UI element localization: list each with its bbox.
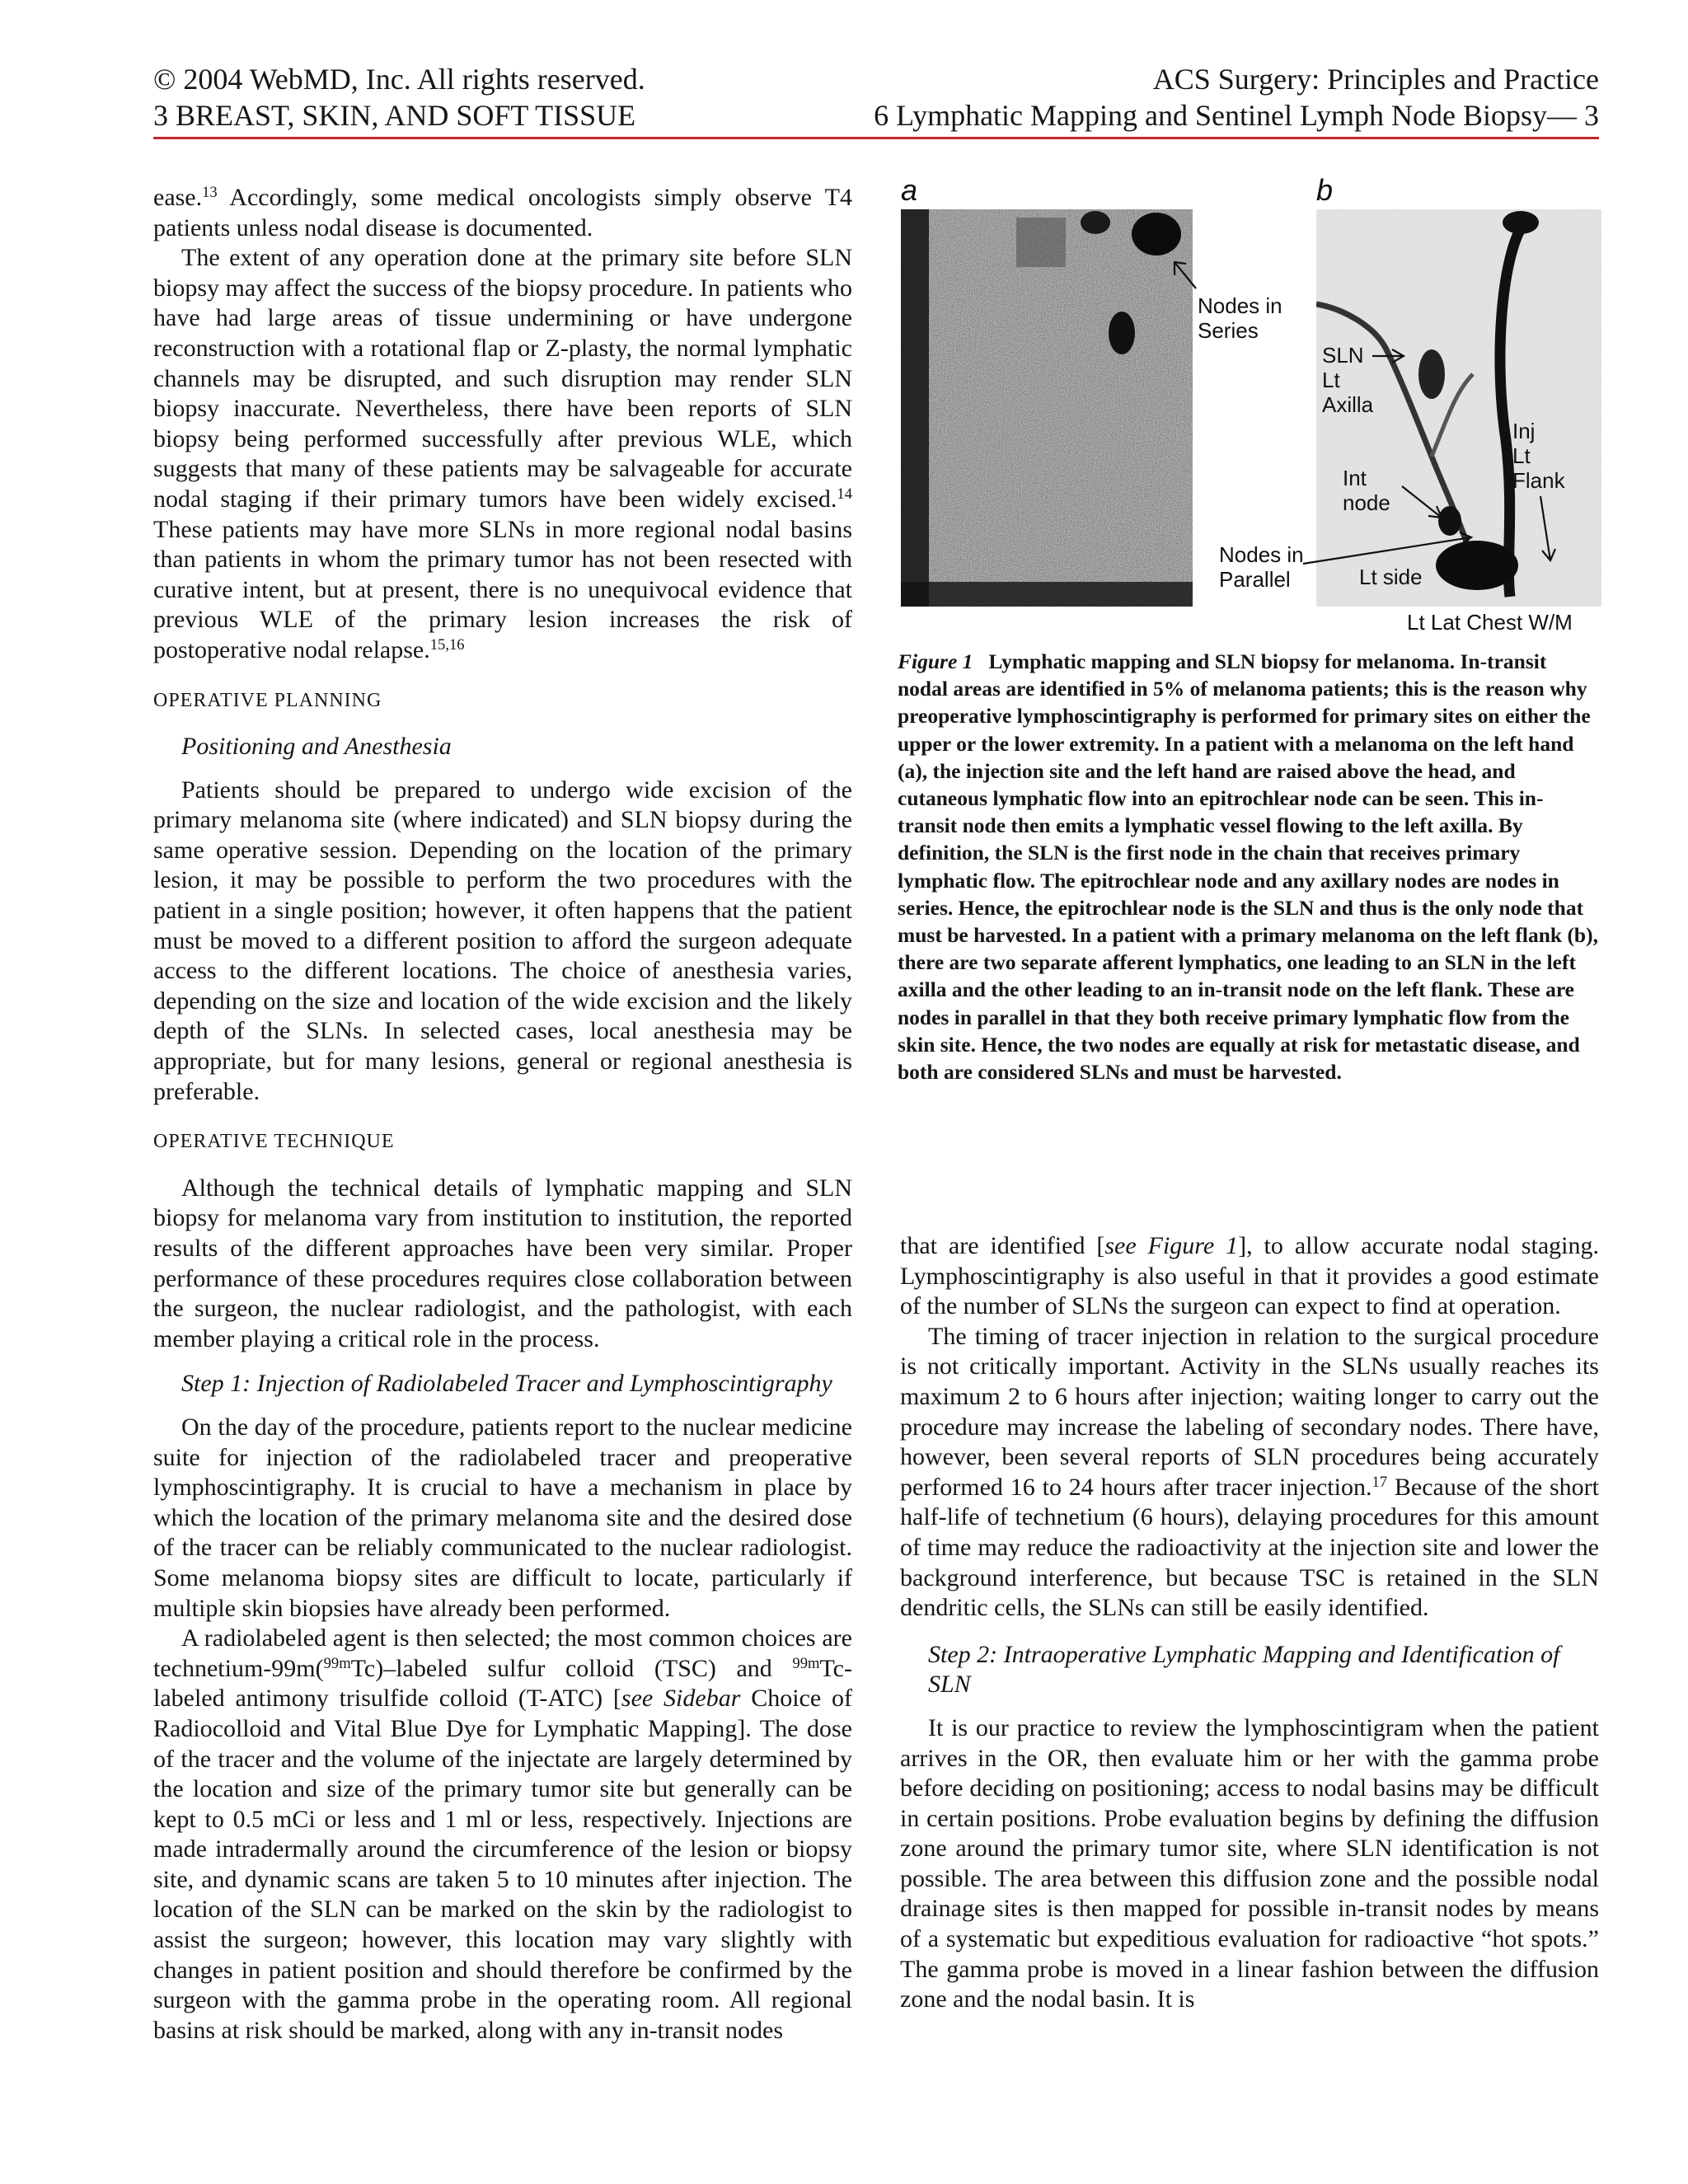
ref-15-16: 15,16 xyxy=(429,635,465,654)
annotation-lt-side: Lt side xyxy=(1359,565,1423,589)
p1-b: Accordingly, some medical oncologists simply observe T4 patients unless nodal disease is documented. xyxy=(153,184,852,241)
subheading-step-1: Step 1: Injection of Radiolabeled Tracer and Lymphoscintigraphy xyxy=(181,1370,832,1398)
p2-a: The extent of any operation done at the primary site before SLN biopsy may affect the success of the biopsy procedure. In patients who have had large areas of tissue undermining or have undergone reconstruction with a rotational flap or Z-plasty, the normal lymphatic channels may be disrupted, and such disruption may render SLN biopsy inaccurate. Nevertheless, there have been reports of SLN biopsy being performed successfully after previous WLE, which suggests that many of these patients may be salvageable for accurate nodal staging if their primary tumors have been widely excised. xyxy=(153,244,852,513)
header-rule xyxy=(153,137,1599,139)
sup-99m-a: 99m xyxy=(323,1654,351,1672)
figure-1 xyxy=(898,173,1606,643)
header-right xyxy=(874,61,1599,134)
section-line: 3 BREAST, SKIN, AND SOFT TISSUE xyxy=(153,99,636,132)
left-paragraph-1 xyxy=(153,183,852,243)
inj-line-1: Inj xyxy=(1512,419,1536,443)
int-line-1: Int xyxy=(1343,466,1367,490)
figure-label-b: b xyxy=(1316,173,1334,207)
p2-b: These patients may have more SLNs in more regional nodal basins than patients in whom the primary tumor has not been resected with curative intent, but at present, there is no unequivocal evidence that previous WLE of the primary lesion increases the risk of postoperative nodal relapse. xyxy=(153,515,852,663)
right-paragraph-3: It is our practice to review the lymphoscintigram when the patient arrives in the OR, then evaluate him or her with the gamma probe before deciding on positioning; access to nodal basins may be difficult in certain positions. Probe evaluation begins by defining the diffusion zone around the primary tumor site, where SLN identification is not possible. The area between this diffusion zone and the possible nodal drainage sites is then mapped for possible in-transit nodes by means of a systematic but expeditious evaluation for radioactive “hot spots.” The gamma probe is moved in a linear fashion between the diffusion zone and the nodal basin. It is xyxy=(900,1713,1599,2013)
subheading-positioning: Positioning and Anesthesia xyxy=(181,733,452,761)
ref-17: 17 xyxy=(1372,1473,1388,1491)
inj-line-3: Flank xyxy=(1512,468,1565,493)
arrow-int-node xyxy=(1402,486,1442,518)
sln-line-3: Axilla xyxy=(1322,392,1374,417)
right-paragraph-1: that are identified [see Figure 1], to allow accurate nodal staging. Lymphoscintigraphy is also useful in that it provides a good estimate of the number of SLNs the surgeon can expect to find at operation. xyxy=(900,1232,1599,1320)
ref-14: 14 xyxy=(837,485,852,503)
left-column xyxy=(153,183,852,2046)
heading-operative-planning: OPERATIVE PLANNING xyxy=(153,689,382,711)
arrow-nodes-parallel xyxy=(1303,537,1471,564)
nodes-parallel-line-2: Parallel xyxy=(1219,567,1291,592)
left-paragraph-6: A radiolabeled agent is then selected; the most common choices are technetium-99m($^{99m}$Tc)–labeled sulfur colloid (TSC) and $^{99m}$Tc-labeled antimony trisulfide colloid (T-ATC) [see Sidebar Choice of Radiocolloid and Vital Blue Dye for Lymphatic Mapping]. The dose of the tracer and the volume of the injectate are largely determined by the location and size of the primary tumor site but generally can be kept to 0.5 mCi or less and 1 ml or less, respectively. Injections are made intradermally around the circumference of the lesion or biopsy site, and dynamic scans are taken 5 to 10 minutes after injection. The location of the SLN can be marked on the skin by the radiologist to assist the surgeon; however, this location may vary slightly with changes in patient position and should therefore be confirmed by the surgeon with the gamma probe in the operating room. All regional basins at risk should be marked, along with any in-transit nodes xyxy=(153,1624,852,2044)
nodes-series-line-1: Nodes in xyxy=(1198,293,1282,318)
left-paragraph-4: Although the technical details of lymphatic mapping and SLN biopsy for melanoma vary from institution to institution, the reported results of the different approaches have been very similar. Proper performance of these procedures requires close collaboration between the surgeon, the nuclear radiologist, and the pathologist, with each member playing a critical role in the process. xyxy=(153,1174,852,1352)
caption-label: Figure 1 xyxy=(898,649,973,673)
figure-label-a: a xyxy=(901,173,918,207)
sln-line-1: SLN xyxy=(1322,343,1364,368)
ref-13: 13 xyxy=(202,183,218,201)
figure-caption xyxy=(898,648,1598,1085)
inj-line-2: Lt xyxy=(1512,443,1531,468)
sup-99m-b: 99m xyxy=(792,1654,820,1672)
annotation-arrows xyxy=(898,173,1606,643)
page-header xyxy=(153,61,1599,137)
rp2-a: The timing of tracer injection in relation to the surgical procedure is not critically important. Activity in the SLNs usually reaches its maximum 2 to 6 hours after injection; waiting longer to carry out the procedure may increase the labeling of secondary nodes. There have, however, been several reports of SLN procedures being accurately performed 16 to 24 hours after tracer injection. xyxy=(900,1322,1599,1501)
right-column xyxy=(900,1231,1599,2015)
left-paragraph-5: On the day of the procedure, patients report to the nuclear medicine suite for injection of the radiolabeled tracer and preoperative lymphoscintigraphy. It is crucial to have a mechanism in place by which the location of the primary melanoma site and the desired dose of the tracer can be reliably communicated to the nuclear radiologist. Some melanoma biopsy sites are difficult to locate, particularly if multiple skin biopsies have already been performed. xyxy=(153,1413,852,1622)
right-paragraph-2 xyxy=(900,1322,1599,1624)
subheading-step-2: Step 2: Intraoperative Lymphatic Mapping and Identification of SLN xyxy=(928,1640,1560,1699)
nodes-parallel-line-1: Nodes in xyxy=(1219,542,1304,567)
copyright-line: © 2004 WebMD, Inc. All rights reserved. xyxy=(153,63,645,96)
book-title: ACS Surgery: Principles and Practice xyxy=(1152,63,1599,96)
nodes-series-line-2: Series xyxy=(1198,318,1259,343)
arrow-nodes-series xyxy=(1175,262,1196,288)
heading-operative-technique: OPERATIVE TECHNIQUE xyxy=(153,1131,395,1153)
p1-a: ease. xyxy=(153,184,203,211)
rp2-b: Because of the short half-life of technetium (6 hours), delaying procedures for this amount of time may reduce the radioactivity at the injection site and lower the background interference, but because TSC is retained in the SLN dendritic cells, the SLNs can still be easily identified. xyxy=(900,1473,1599,1622)
caption-text: Lymphatic mapping and SLN biopsy for melanoma. In-transit nodal areas are identified in 5% of melanoma patients; this is the reason why preoperative lymphoscintigraphy is performed for primary sites on either the upper or the lower extremity. In a patient with a melanoma on the left hand (a), the injection site and the left hand are raised above the head, and cutaneous lymphatic flow into an epitrochlear node can be seen. This in-transit node then emits a lymphatic vessel flowing to the left axilla. By definition, the SLN is the first node in the chain that receives primary lymphatic flow. The epitrochlear node and any axillary nodes are nodes in series. Hence, the epitrochlear node is the SLN and thus is the only node that must be harvested. In a patient with a primary melanoma on the left flank (b), there are two separate afferent lymphatics, one leading to an SLN in the left axilla and the other leading to an in-transit node on the left flank. These are nodes in parallel in that they both receive primary lymphatic flow from the skin site. Hence, the two nodes are equally at risk for metastatic disease, and both are considered SLNs and must be harvested. xyxy=(898,649,1598,1085)
chapter-title: 6 Lymphatic Mapping and Sentinel Lymph Node Biopsy— 3 xyxy=(874,99,1599,132)
left-paragraph-3: Patients should be prepared to undergo wide excision of the primary melanoma site (where indicated) and SLN biopsy during the same operative session. Depending on the location of the primary lesion, it may be possible to perform the two procedures with the patient in a single position; however, it often happens that the patient must be moved to a different position to afford the surgeon adequate access to the different locations. The choice of anesthesia varies, depending on the size and location of the wide excision and the likely depth of the SLNs. In selected cases, local anesthesia may be appropriate, but for many lesions, general or regional anesthesia is preferable. xyxy=(153,776,852,1105)
left-paragraph-2 xyxy=(153,243,852,665)
header-left xyxy=(153,61,645,134)
annotation-lt-lat-chest: Lt Lat Chest W/M xyxy=(1407,610,1573,635)
sln-line-2: Lt xyxy=(1322,368,1340,392)
int-line-2: node xyxy=(1343,490,1390,515)
